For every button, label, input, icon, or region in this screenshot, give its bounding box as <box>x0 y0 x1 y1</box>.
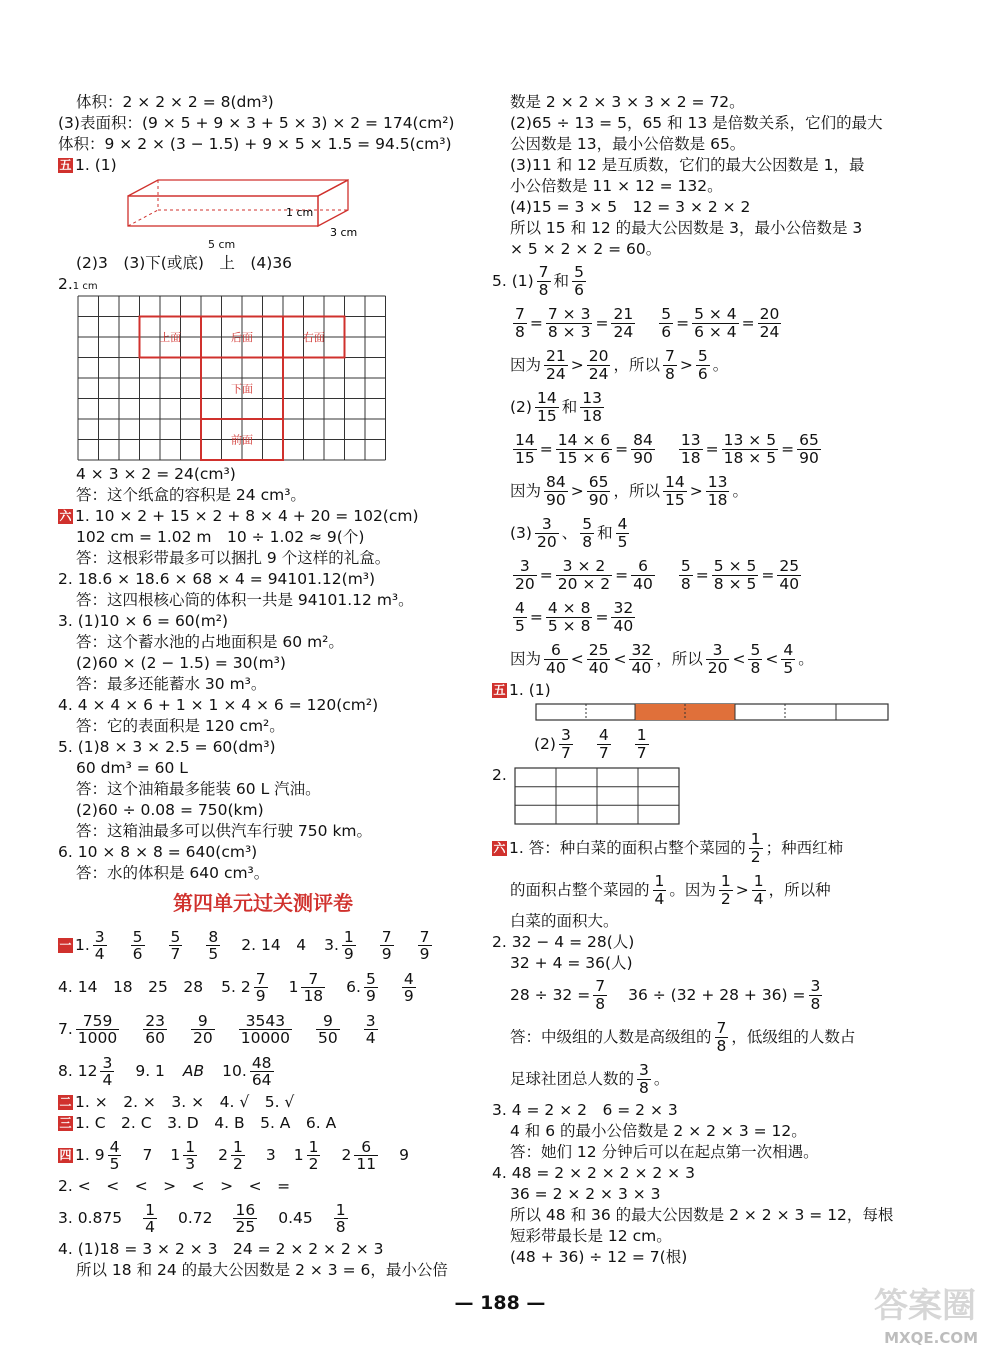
text-line: 六 1. 10 × 2 + 15 × 2 + 8 × 4 + 20 = 102(cm) <box>59 506 419 525</box>
text-line: 答：最多还能蓄水 30 m³。 <box>76 674 267 693</box>
answer-row: 的面积占整个菜园的 $\frac{1}{4}$ 。因为 $\frac{1}{2}$ > $\frac{1}{4}$ ，所以种 <box>510 872 831 908</box>
right-column <box>492 92 922 1268</box>
text-line: 小公倍数是 11 × 12 = 132。 <box>510 177 723 195</box>
text-line: 公因数是 13，最小公倍数是 65。 <box>510 135 746 153</box>
text-line: (2)3 (3)下(或底) 上 (4)36 <box>76 253 293 272</box>
answer-row: 一 1. $\frac{3}{4}$ $\frac{5}{6}$ $\frac{5}{7}$ $\frac{8}{5}$ 2. 14 4 3. $\frac{1}{9}$ $\frac{7}{9}$ $\frac{7}{9}$ <box>59 927 430 963</box>
text-line: 5. (1)8 × 3 × 2.5 = 60(dm³) <box>58 737 276 756</box>
answer-row: 答：中级组的人数是高级组的 $\frac{7}{8}$ ，低级组的人数占 <box>510 1019 856 1055</box>
text-line: 36 = 2 × 2 × 3 × 3 <box>510 1185 661 1203</box>
answer-row: 因为 $\frac{6}{40}$ < $\frac{25}{40}$ < $\frac{32}{40}$ ，所以 $\frac{3}{20}$ < $\frac{5}{8}$ < $\frac{4}{5}$ 。 <box>510 641 814 677</box>
answer-row: $\frac{14}{15}$ = $\frac{14 \times 6}{15 \times 6}$ = $\frac{84}{90}$ $\frac{13}{18}$ = $\frac{13 \times 5}{18 \times 5}$ = $\frac{65}{90}$ <box>515 431 819 467</box>
text-line: (3)11 和 12 是互质数，它们的最大公因数是 1，最 <box>510 156 865 174</box>
answer-row: 5. (1) $\frac{7}{8}$ 和 $\frac{5}{6}$ <box>492 263 584 299</box>
section-tag: 二 <box>59 1095 72 1110</box>
text-line: 所以 15 和 12 的最大公因数是 3，最小公倍数是 3 <box>510 219 863 237</box>
left-column <box>58 92 468 1281</box>
answer-row: 7. $\frac{759}{1000}$ $\frac{23}{60}$ $\frac{9}{20}$ $\frac{3543}{10000}$ $\frac{9}{50}$ $\frac{3}{4}$ <box>58 1011 376 1047</box>
answer-row: 因为 $\frac{84}{90}$ > $\frac{65}{90}$ ，所以 $\frac{14}{15}$ > $\frac{13}{18}$ 。 <box>510 473 748 509</box>
text-line: 短彩带最长是 12 cm。 <box>510 1227 672 1245</box>
section-five-heading <box>58 155 468 176</box>
answer-row: $\frac{3}{20}$ = $\frac{3 \times 2}{20 \times 2}$ = $\frac{6}{40}$ $\frac{5}{8}$ = $\frac{5 \times 5}{8 \times 5}$ = $\frac{25}{40}$ <box>515 557 800 593</box>
text-line: 4. 48 = 2 × 2 × 2 × 2 × 3 <box>492 1164 695 1182</box>
rect-grid <box>514 767 684 827</box>
section-tag: 六 <box>493 840 506 855</box>
answer-row: $\frac{4}{5}$ = $\frac{4 \times 8}{5 \times 8}$ = $\frac{32}{40}$ <box>515 599 634 635</box>
text-line: 答：这个纸盒的容积是 24 cm³。 <box>76 485 306 504</box>
text-line: 所以 48 和 36 的最大公因数是 2 × 2 × 3 = 12，每根 <box>510 1206 894 1224</box>
question-number: 1. (1) <box>75 156 117 174</box>
net-face-label: 前面 <box>231 433 253 447</box>
answer-row: 二 1. × 2. × 3. × 4. √ 5. √ <box>59 1093 295 1112</box>
text-line: 所以 18 和 24 的最大公因数是 2 × 3 = 6，最小公倍 <box>76 1261 448 1280</box>
answer-row: 3. 0.875 $\frac{1}{4}$ 0.72 $\frac{16}{25}$ 0.45 $\frac{1}{8}$ <box>58 1200 346 1236</box>
answer-row: 4. 14 18 25 28 5. 2 $\frac{7}{9}$ 1 $\frac{7}{18}$ 6. $\frac{5}{9}$ $\frac{4}{9}$ <box>58 969 414 1005</box>
net-grid <box>76 294 396 464</box>
text-line: 体积：2 × 2 × 2 = 8(dm³) <box>76 93 274 111</box>
text-line: 2. 32 − 4 = 28(人) <box>492 933 635 951</box>
text-line: 答：这根彩带最多可以捆扎 9 个这样的礼盒。 <box>76 548 391 567</box>
answer-row: (2) $\frac{3}{7}$ $\frac{4}{7}$ $\frac{1}{7}$ <box>534 726 647 762</box>
answer-row: 四 1. 9 $\frac{4}{5}$ 7 1 $\frac{1}{3}$ 2 $\frac{1}{2}$ 3 1 $\frac{1}{2}$ 2 $\frac{6}{11}$ 9 <box>59 1137 409 1173</box>
net-face-label: 右面 <box>302 330 325 344</box>
text-line: 4. (1)18 = 3 × 2 × 3 24 = 2 × 2 × 2 × 3 <box>58 1240 384 1259</box>
grid-scale-label: 1 cm <box>72 280 98 292</box>
net-face-label: 后面 <box>231 330 253 344</box>
text-line: 体积：9 × 2 × (3 − 1.5) + 9 × 5 × 1.5 = 94.5(cm³) <box>58 135 452 153</box>
text-line: 答：这四根核心筒的体积一共是 94101.12 m³。 <box>76 590 414 609</box>
text-line: 2. 18.6 × 18.6 × 68 × 4 = 94101.12(m³) <box>58 569 376 588</box>
text-line: 数是 2 × 2 × 3 × 3 × 2 = 72。 <box>510 93 745 111</box>
answer-row: 足球社团总人数的 $\frac{3}{8}$ 。 <box>510 1061 670 1097</box>
text-line: 答：这箱油最多可以供汽车行驶 750 km。 <box>76 821 373 840</box>
text-line: 答：这个蓄水池的占地面积是 60 m²。 <box>76 632 344 651</box>
question-number: 2.1 cm <box>58 274 98 293</box>
text-line: 4. 4 × 4 × 6 + 1 × 1 × 4 × 6 = 120(cm²) <box>58 695 379 714</box>
section-tag: 五 <box>493 683 506 697</box>
box-width-label: 5 cm <box>208 238 236 251</box>
text-line: 答：她们 12 分钟后可以在起点第一次相遇。 <box>510 1143 819 1161</box>
text-line: 60 dm³ = 60 L <box>76 758 188 777</box>
text-line: 6. 10 × 8 × 8 = 640(cm³) <box>58 842 258 861</box>
section-tag: 三 <box>59 1116 72 1131</box>
text-line: (2)65 ÷ 13 = 5，65 和 13 是倍数关系，它们的最大 <box>510 114 883 132</box>
section-tag: 五 <box>59 158 72 172</box>
section-five-heading: 五 1. (1) <box>493 681 551 699</box>
fraction-bar <box>534 701 894 723</box>
answer-row: $\frac{7}{8}$ = $\frac{7 \times 3}{8 \times 3}$ = $\frac{21}{24}$ $\frac{5}{6}$ = $\frac{5 \times 4}{6 \times 4}$ = $\frac{20}{24}$ <box>515 305 780 341</box>
text-line: (2)60 ÷ 0.08 = 750(km) <box>76 800 264 819</box>
answer-row: (2) $\frac{14}{15}$ 和 $\frac{13}{18}$ <box>510 389 602 425</box>
section-tag: 六 <box>59 508 72 523</box>
answer-row: 三 1. C 2. C 3. D 4. B 5. A 6. A <box>59 1114 337 1133</box>
answer-row: 六 1. 答：种白菜的面积占整个菜园的 $\frac{1}{2}$ ；种西红柿 <box>493 830 844 866</box>
box-depth-label: 3 cm <box>330 226 358 238</box>
text-line: (2)60 × (2 − 1.5) = 30(m³) <box>76 653 286 672</box>
text-line: × 5 × 2 × 2 = 60。 <box>510 240 662 258</box>
answer-row: 2. < < < > < > < = <box>58 1177 291 1196</box>
text-line: (3)表面积：(9 × 5 + 9 × 3 + 5 × 3) × 2 = 174(cm²) <box>58 114 455 132</box>
page-number: — 188 — <box>454 1292 546 1314</box>
box-height-label: 1 cm <box>286 206 314 219</box>
answer-row: (3) $\frac{3}{20}$ 、 $\frac{5}{8}$ 和 $\frac{4}{5}$ <box>510 515 628 551</box>
text-line: 3. (1)10 × 6 = 60(m²) <box>58 611 229 630</box>
text-line: 3. 4 = 2 × 2 6 = 2 × 3 <box>492 1101 678 1119</box>
answer-row: 8. 12 $\frac{3}{4}$ 9. 1 AB 10. $\frac{48}{64}$ <box>58 1053 272 1089</box>
text-line: 答：它的表面积是 120 cm²。 <box>76 716 285 735</box>
cuboid-diagram <box>116 176 366 238</box>
answer-row: 28 ÷ 32 = $\frac{7}{8}$ 36 ÷ (32 + 28 + 36) = $\frac{3}{8}$ <box>510 977 821 1013</box>
net-face-label: 下面 <box>231 382 253 396</box>
text-line: 32 + 4 = 36(人) <box>510 954 633 972</box>
text-line: 白菜的面积大。 <box>510 912 619 930</box>
watermark-text: MXQE.COM <box>884 1329 978 1347</box>
net-face-label: 上面 <box>159 330 182 344</box>
text-line: 4 × 3 × 2 = 24(cm³) <box>76 464 236 483</box>
watermark-logo: 答案圈 <box>874 1286 976 1326</box>
text-line: 4 和 6 的最小公倍数是 2 × 2 × 3 = 12。 <box>510 1122 807 1140</box>
text-line: (48 + 36) ÷ 12 = 7(根) <box>510 1248 688 1266</box>
section-tag: 四 <box>59 1147 72 1162</box>
text-line: 答：这个油箱最多能装 60 L 汽油。 <box>76 779 321 798</box>
answer-row: 因为 $\frac{21}{24}$ > $\frac{20}{24}$ ，所以 $\frac{7}{8}$ > $\frac{5}{6}$ 。 <box>510 347 729 383</box>
text-line: 答：水的体积是 640 cm³。 <box>76 863 270 882</box>
text-line: (4)15 = 3 × 5 12 = 3 × 2 × 2 <box>510 198 751 216</box>
section-title: 第四单元过关测评卷 <box>173 890 353 915</box>
text-line: 102 cm = 1.02 m 10 ÷ 1.02 ≈ 9(个) <box>76 527 365 546</box>
question-row: 2. <box>492 765 922 827</box>
section-tag: 一 <box>59 937 72 952</box>
